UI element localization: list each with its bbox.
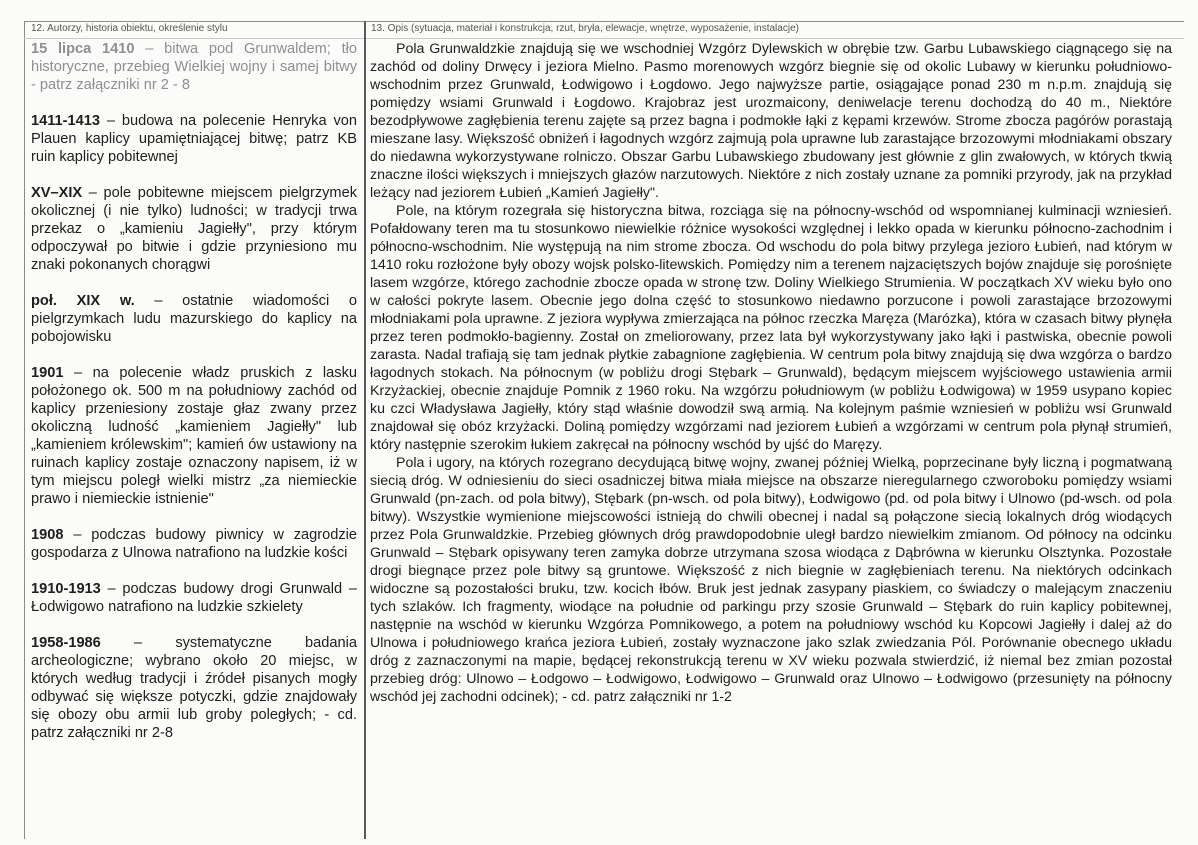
history-text: – ostatnie wiadomości o pielgrzymkach ludu mazurskiego do kaplicy na pobojowisku [31,293,357,345]
history-date: XV–XIX [31,185,83,201]
history-text: – podczas budowy drogi Grunwald – Łodwigowo natrafiono na ludzkie szkielety [31,581,357,615]
history-entry [31,526,357,562]
section-12-header: 12. Autorzy, historia obiektu, określenie stylu [31,23,228,34]
history-entry [31,364,357,508]
history-entry [31,580,357,616]
history-text: – pole pobitewne miejscem pielgrzymek okolicznej (i nie tylko) ludności; w tradycji trwa przekaz o „kamieniu Jagiełły", przy którym odpoczywał po bitwie i gdzie przyniesiono mu znaki pokonanych chorągwi [31,185,357,273]
history-date: 1908 [31,527,64,543]
description-paragraph: Pola i ugory, na których rozegrano decydującą bitwę wojny, zwanej później Wielką, poprzecinane były liczną i pogmatwaną siecią dróg. W odniesieniu do sieci osadniczej bitwa miała miejsce na obszarze nieregularnego czworoboku pomiędzy wsiami Grunwald (pn-zach. od pola bitwy), Stębark (pn-wsch. od pola bitwy), Łodwigowo (pd. od pola bitwy i Ulnowo (pd-wsch. od pola bitwy). Wszystkie wymienione miejscowości istnieją do chwili obecnej i nadal są połączone siecią lokalnych dróg wiodących przez Pola Grunwaldzkie. Przebieg głównych dróg prawdopodobnie uległ bardzo niewielkim zmianom. Od północy na odcinku Grunwald – Stębark opisywany teren zamyka dobrze utrzymana szosa wiodąca z Dąbrówna w kierunku Olsztynka. Pozostałe drogi biegnące przez pole bitwy są gruntowe. Większość z nich biegnie w zagłębieniach terenu. Na niektórych odcinkach widoczne są pozostałości bruku, tzw. kocich łbów. Bruk jest jednak zasypany piaskiem, co świadczy o malejącym znaczeniu tych szlaków. Ich fragmenty, wiodące na południe od parkingu przy szosie Grunwald – Stębark do ruin kaplicy pobitewnej, następnie na wschód w kierunku Wzgórza Pomnikowego, a potem na południowy wschód ku Kopcowi Jagiełły i dalej aż do Ulnowa i południowego krańca jeziora Łubień, zostały wyznaczone jako szlak zwiedzania Pól. Porównanie obecnego układu dróg z zaznaczonymi na mapie, będącej rekonstrukcją terenu w XV wieku pozwala stwierdzić, iż niemal bez zmian pozostał przebieg dróg: Ulnowo – Łodgowo – Łodwigowo, Łodwigowo – Grunwald oraz Ulnowo – Łodwigowo (przesunięty na północny wschód jej zachodni odcinek); - cd. patrz załączniki nr 1-2 [370,455,1172,705]
column-divider [364,21,366,839]
history-date: 1910-1913 [31,581,101,597]
history-text: – systematyczne badania archeologiczne; wybrano około 20 miejsc, w których według tradycji i źródeł pisanych mogły odbywać się większe potyczki, gdzie znajdowały się obozy obu armii lub groby poległych; - cd. patrz załączniki nr 2-8 [31,635,357,741]
history-column [31,40,357,760]
history-date: 1958-1986 [31,635,101,651]
history-date: poł. XIX w. [31,293,135,309]
history-entry [31,184,357,274]
history-entry [31,40,357,94]
section-13-header: 13. Opis (sytuacja, materiał i konstrukcja, rzut, bryła, elewacje, wnętrze, wyposażenie, instalacje) [371,23,799,34]
history-entry [31,112,357,166]
history-text: – na polecenie władz pruskich z lasku położonego ok. 500 m na południowy zachód od kaplicy przeniesiony zostaje głaz zwany przez okoliczną ludność „kamieniem Jagiełły" lub „kamieniem królewskim"; kamień ów ustawiony na ruinach kaplicy zostaje oznaczony napisem, iż w tym miejscu poległ wielki mistrz „za niemieckie prawo i niemieckie istnienie" [31,365,357,507]
history-date: 15 lipca 1410 [31,41,135,57]
history-entry [31,634,357,742]
description-paragraph: Pola Grunwaldzkie znajdują się we wschodniej Wzgórz Dylewskich w obrębie tzw. Garbu Lubawskiego ciągnącego się na zachód od doliny Drwęcy i jeziora Mielno. Pasmo morenowych wzgórz biegnie się od okolic Lubawy w kierunku południowo-wschodnim przez Grunwald, Łodwigowo i Łogdowo. Jego najwyższe partie, osiągające ponad 230 m n.p.m. znajdują się pomiędzy wsiami Grunwald i Łogdowo. Krajobraz jest urozmaicony, deniwelacje terenu dochodzą do 40 m., Niektóre bezodpływowe zagłębienia terenu zajęte są przez bagna i podmokłe łąki z kępami krzewów. Strome zbocza pagórów porastają mieszane lasy. Większość obniżeń i łagodnych wzgórz zajmują pola uprawne lub zarastające brzozowymi młodniakami obszary do niedawna wykorzystywane rolniczo. Obszar Garbu Lubawskiego zbudowany jest głównie z glin zwałowych, w których tkwią znaczne ilości większych i mniejszych głazów narzutowych. Niektóre z nich zostały uznane za pomniki przyrody, jak na przykład leżący nad jeziorem Łubień „Kamień Jagiełły". [370,41,1172,201]
description-column [370,40,1172,706]
history-text: – budowa na polecenie Henryka von Plauen kaplicy upamiętniającej bitwę; patrz KB ruin kaplicy pobitewnej [31,113,357,165]
history-date: 1411-1413 [31,113,100,129]
history-date: 1901 [31,365,64,381]
history-text: – bitwa pod Grunwaldem; tło historyczne, przebieg Wielkiej wojny i samej bitwy - patrz załączniki nr 2 - 8 [31,41,357,93]
history-entry [31,292,357,346]
history-text: – podczas budowy piwnicy w zagrodzie gospodarza z Ulnowa natrafiono na ludzkie kości [31,527,357,561]
description-paragraph: Pole, na którym rozegrała się historyczna bitwa, rozciąga się na północny-wschód od wspomnianej kulminacji wzniesień. Pofałdowany teren ma tu stosunkowo niewielkie różnice wysokości względnej i lekko opada w kierunku północno-zachodnim i północno-wschodnim. Nie występują na nim strome zbocza. Od wschodu do pola bitwy przylega jezioro Łubień, nad którym w 1410 roku rozłożone były obozy wojsk polsko-litewskich. Pomiędzy nim a terenem najzaciętszych bojów znajduje się porośnięte lasem wzgórze, którego zachodnie zbocze opada w stronę tzw. Doliny Wielkiego Strumienia. W początkach XV wieku było ono w całości pokryte lasem. Obecnie jego dolna część to stosunkowo niedawno porzucone i powoli zarastające brzozowymi młodniakami pola uprawne. Z jeziora wypływa zmierzająca na północ rzeczka Maręza (Marózka), która w czasach bitwy płynęła przez teren podmokło-bagienny. Został on zmeliorowany, przez lata był wykorzystywany jako łąki i pastwiska, obecnie powoli zarasta. Nadal trafiają się tam jednak płytkie zabagnione zagłębienia. W centrum pola bitwy znajdują się dwa wzgórza o bardzo łagodnych stokach. Na północnym (w pobliżu drogi Stębark – Grunwald), będącym miejscem wyjściowego ustawienia armii Krzyżackiej, obecnie znajduje Pomnik z 1960 roku. Na wzgórzu południowym (w pobliżu Łodwigowa) w 1959 usypano kopiec ku czci Władysława Jagiełły, który stąd właśnie dowodził swą armią. Na kolejnym paśmie wzniesień w pobliżu wsi Grunwald znajdował się obóz krzyżacki. Doliną pomiędzy wzgórzami nad jeziorem Łubień a wzgórzami w centrum pola płynął strumień, który następnie szerokim łukiem zakręcał na północny wschód by ujść do Maręzy. [370,203,1172,453]
